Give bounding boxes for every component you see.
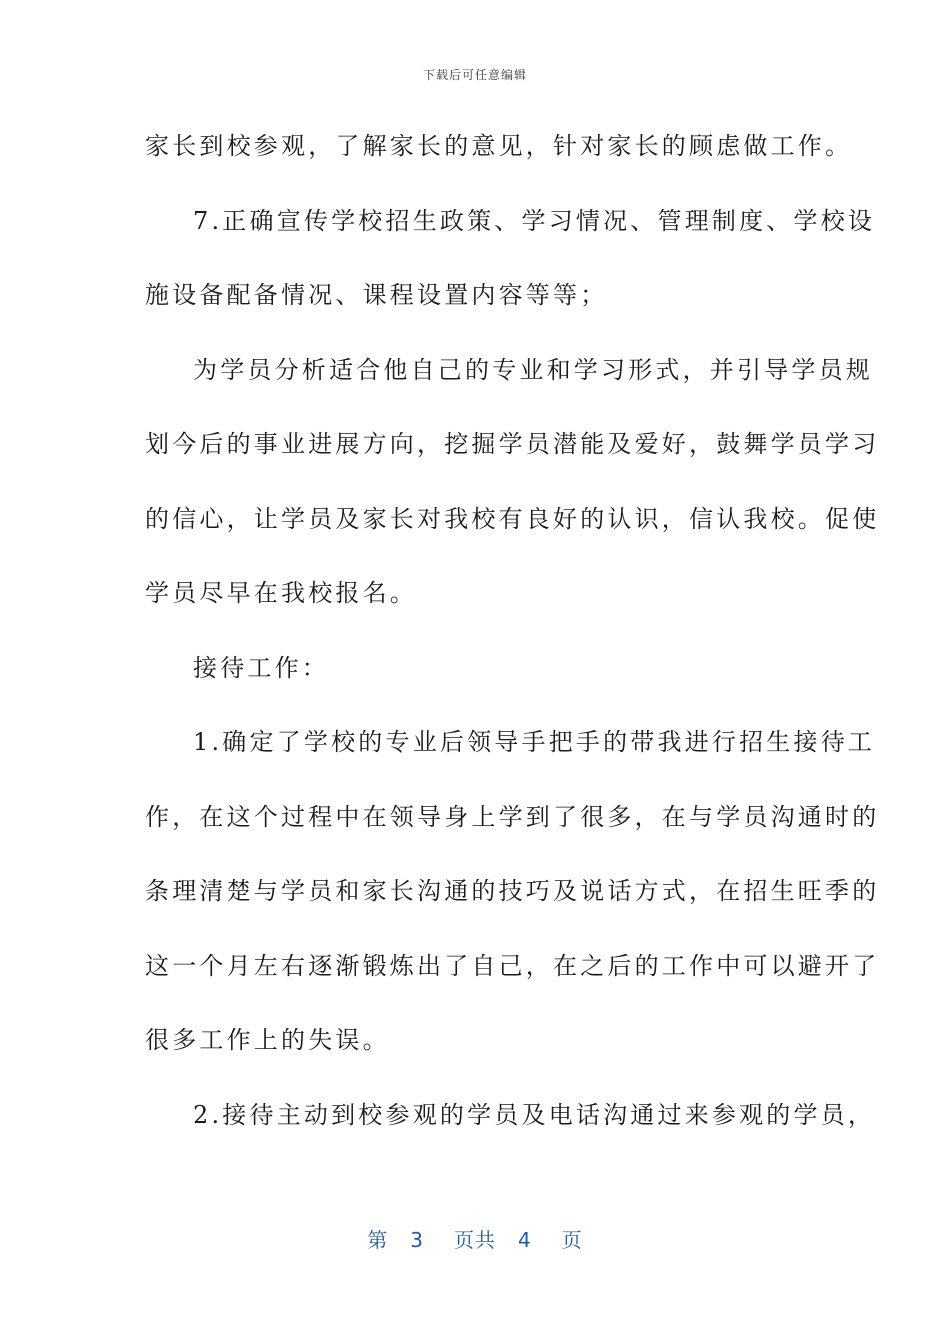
document-body [145, 118, 880, 1161]
paragraph-line: 作，在这个过程中在领导身上学到了很多，在与学员沟通时的 [145, 802, 880, 831]
footer-suffix: 页 [561, 1228, 583, 1252]
total-pages-number: 4 [518, 1228, 532, 1252]
header-note: 下载后可任意编辑 [422, 68, 527, 82]
paragraph-line: 为学员分析适合他自己的专业和学习形式，并引导学员规 [193, 355, 873, 384]
paragraph-line: 7.正确宣传学校招生政策、学习情况、管理制度、学校设 [193, 206, 876, 235]
footer-prefix: 第 [367, 1228, 389, 1252]
current-page-number: 3 [410, 1228, 424, 1252]
paragraph-line: 2.接待主动到校参观的学员及电话沟通过来参观的学员， [193, 1100, 876, 1129]
paragraph-line: 1.确定了学校的专业后领导手把手的带我进行招生接待工 [193, 728, 876, 756]
paragraph-line: 很多工作上的失误。 [145, 1026, 390, 1054]
paragraph-line: 条理清楚与学员和家长沟通的技巧及说话方式，在招生旺季的 [145, 877, 880, 905]
paragraph-line: 划今后的事业进展方向，挖掘学员潜能及爱好，鼓舞学员学习 [145, 430, 880, 458]
paragraph-line: 学员尽早在我校报名。 [145, 579, 417, 607]
footer-middle: 页共 [454, 1228, 496, 1252]
section-heading: 接待工作： [193, 653, 329, 682]
paragraph-line: 家长到校参观，了解家长的意见，针对家长的顾虑做工作。 [145, 132, 853, 160]
paragraph-line: 施设备配备情况、课程设置内容等等； [145, 281, 608, 309]
paragraph-line: 这一个月左右逐渐锻炼出了自己，在之后的工作中可以避开了 [145, 951, 880, 980]
paragraph-line: 的信心，让学员及家长对我校有良好的认识，信认我校。促使 [145, 504, 880, 533]
page-footer [0, 1224, 950, 1253]
